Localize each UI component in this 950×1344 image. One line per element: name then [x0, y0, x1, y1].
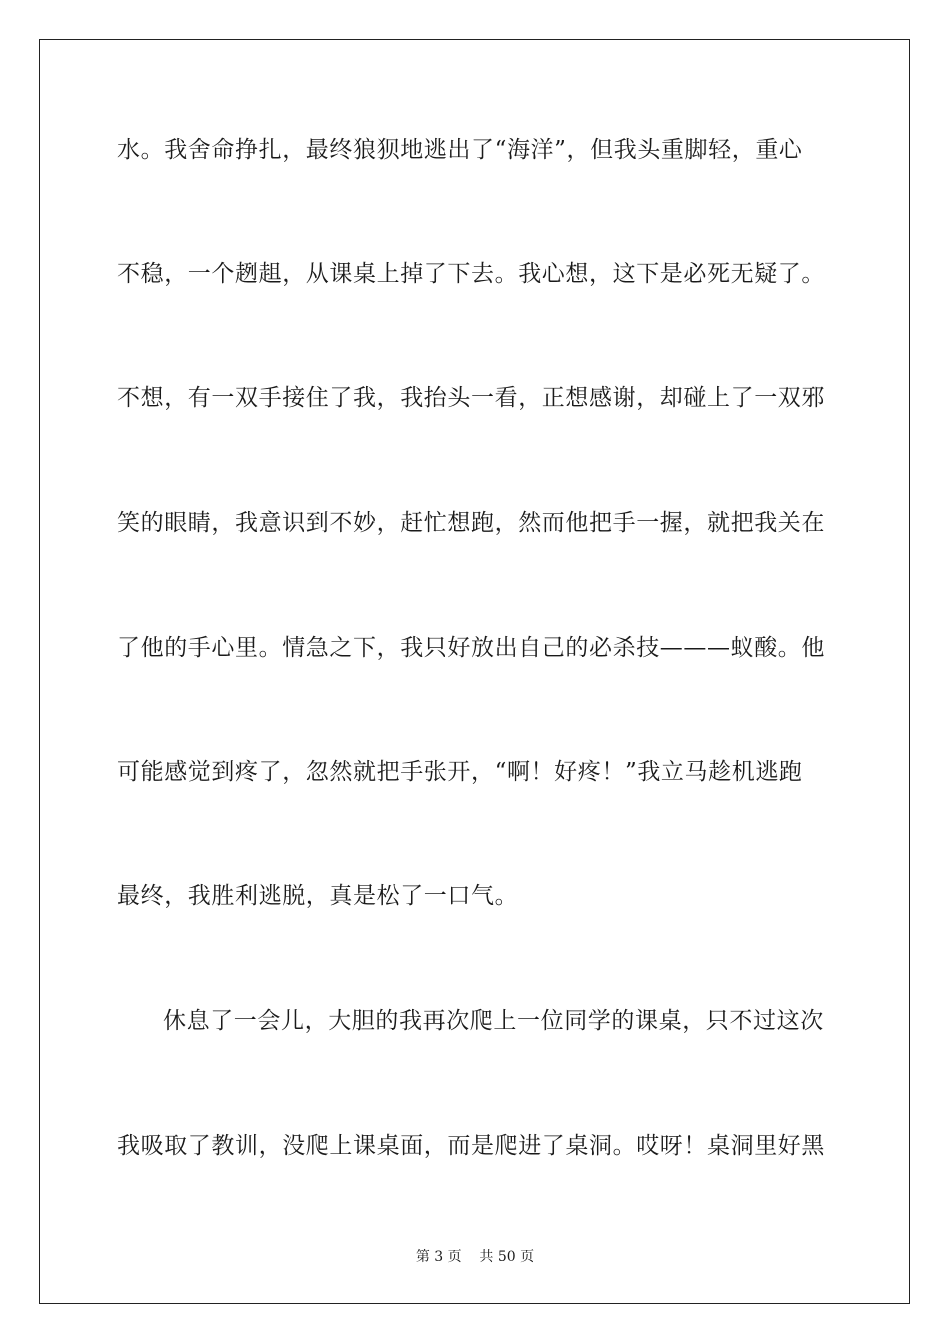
paragraph-line: 休息了一会儿，大胆的我再次爬上一位同学的课桌，只不过这次 [163, 1008, 824, 1034]
paragraph-line: 水。我舍命挣扎，最终狼狈地逃出了“海洋”，但我头重脚轻，重心 [117, 137, 803, 163]
page-border [39, 39, 910, 1304]
paragraph-line: 不想，有一双手接住了我，我抬头一看，正想感谢，却碰上了一双邪 [117, 385, 825, 411]
paragraph-line: 笑的眼睛，我意识到不妙，赶忙想跑，然而他把手一握，就把我关在 [117, 510, 825, 536]
paragraph-line: 最终，我胜利逃脱，真是松了一口气。 [117, 883, 519, 909]
paragraph-line: 可能感觉到疼了，忽然就把手张开，“啊！好疼！”我立马趁机逃跑 [117, 759, 803, 785]
paragraph-line: 了他的手心里。情急之下，我只好放出自己的必杀技———蚁酸。他 [117, 635, 825, 661]
page-number-footer: 第 3 页 共 50 页 [415, 1249, 535, 1265]
paragraph-line: 不稳，一个趔趄，从课桌上掉了下去。我心想，这下是必死无疑了。 [117, 261, 825, 287]
paragraph-line: 我吸取了教训，没爬上课桌面，而是爬进了桌洞。哎呀！桌洞里好黑 [117, 1133, 825, 1159]
